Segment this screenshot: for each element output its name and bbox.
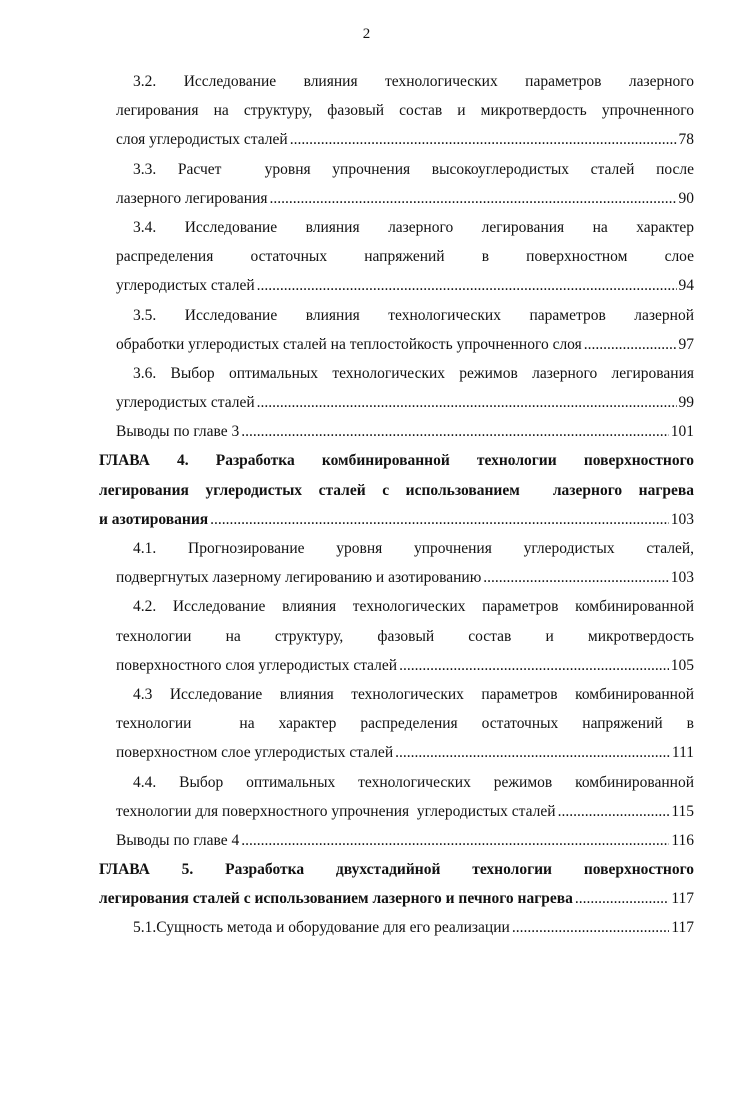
toc-leader-line bbox=[99, 884, 694, 913]
dot-leader bbox=[270, 184, 677, 213]
toc-chapter-4[interactable] bbox=[99, 446, 694, 534]
toc-leader-line bbox=[116, 738, 694, 767]
toc-leader-line bbox=[99, 505, 694, 534]
toc-page-number: 117 bbox=[671, 919, 694, 937]
dot-leader bbox=[395, 738, 670, 767]
toc-leader-line bbox=[116, 797, 694, 826]
dot-leader bbox=[210, 505, 669, 534]
toc-line: 4.1. Прогнозирование уровня упрочнения углеродистых сталей, bbox=[133, 540, 694, 557]
toc-line: 3.2. Исследование влияния технологических параметров лазерного bbox=[133, 73, 694, 90]
toc-entry-3-2[interactable] bbox=[116, 67, 694, 155]
toc-entry-3-3[interactable] bbox=[116, 155, 694, 213]
toc-leader-line bbox=[116, 417, 694, 446]
toc-line: 5.1.Сущность метода и оборудование для его реализации bbox=[133, 919, 510, 937]
toc-entry-4-1[interactable] bbox=[116, 534, 694, 592]
dot-leader bbox=[483, 563, 668, 592]
toc-page-number: 78 bbox=[678, 131, 694, 149]
toc-chapter-5[interactable] bbox=[99, 855, 694, 913]
toc-line: 3.4. Исследование влияния лазерного легирования на характер bbox=[133, 218, 694, 236]
page-number: 2 bbox=[362, 26, 371, 42]
toc-line: легирования сталей с использованием лазерного и печного нагрева bbox=[99, 890, 573, 908]
toc-entry-3-6[interactable] bbox=[116, 359, 694, 417]
toc-line: легирования углеродистых сталей с использованием лазерного нагрева bbox=[99, 481, 694, 499]
dot-leader bbox=[241, 417, 668, 446]
toc-leader-line bbox=[116, 184, 694, 213]
toc-page-number: 117 bbox=[671, 890, 694, 908]
dot-leader bbox=[512, 913, 669, 942]
toc-entry-4-4[interactable] bbox=[116, 768, 694, 826]
dot-leader bbox=[241, 826, 669, 855]
toc-leader-line bbox=[116, 125, 694, 154]
toc-entry-conclusions-4[interactable] bbox=[116, 826, 694, 855]
dot-leader bbox=[399, 651, 669, 680]
toc-page-number: 116 bbox=[671, 831, 694, 849]
toc-leader-line bbox=[116, 388, 694, 417]
toc-line: Выводы по главе 3 bbox=[116, 423, 240, 441]
toc-page-number: 101 bbox=[670, 423, 694, 441]
toc-line: 4.4. Выбор оптимальных технологических режимов комбинированной bbox=[133, 773, 694, 791]
toc-line: поверхностного слоя углеродистых сталей bbox=[116, 656, 398, 674]
dot-leader bbox=[584, 330, 677, 359]
toc-entry-conclusions-3[interactable] bbox=[116, 417, 694, 446]
toc-leader-line bbox=[116, 651, 694, 680]
toc-line: технологии для поверхностного упрочнения углеродистых сталей bbox=[116, 802, 556, 820]
toc-line: ГЛАВА 5. Разработка двухстадийной технологии поверхностного bbox=[99, 861, 694, 879]
toc-line: углеродистых сталей bbox=[116, 277, 255, 295]
toc-line: поверхностном слое углеродистых сталей bbox=[116, 744, 394, 762]
dot-leader bbox=[257, 271, 677, 300]
toc-page-number: 103 bbox=[670, 569, 694, 587]
toc-line: распределения остаточных напряжений в поверхностном слое bbox=[116, 248, 694, 266]
toc-page-number: 111 bbox=[671, 744, 694, 762]
toc-page-number: 115 bbox=[671, 802, 694, 820]
toc-line: 3.3. Расчет уровня упрочнения высокоуглеродистых сталей после bbox=[133, 160, 694, 178]
toc-leader-line bbox=[116, 330, 694, 359]
toc-entry-3-4[interactable] bbox=[116, 213, 694, 301]
toc-page-number: 105 bbox=[670, 656, 694, 674]
toc-line: подвергнутых лазерному легированию и азотированию bbox=[116, 569, 482, 587]
toc-page-number: 103 bbox=[670, 510, 694, 528]
toc-line: 3.6. Выбор оптимальных технологических режимов лазерного легирования bbox=[133, 364, 694, 382]
table-of-contents bbox=[99, 67, 694, 943]
toc-line: ГЛАВА 4. Разработка комбинированной технологии поверхностного bbox=[99, 452, 694, 470]
toc-leader-line bbox=[116, 271, 694, 300]
toc-line: 3.5. Исследование влияния технологических параметров лазерной bbox=[133, 306, 694, 324]
dot-leader bbox=[290, 125, 677, 154]
toc-line: углеродистых сталей bbox=[116, 394, 255, 412]
toc-leader-line bbox=[116, 826, 694, 855]
toc-page-number: 99 bbox=[678, 394, 694, 412]
toc-page-number: 94 bbox=[678, 277, 694, 295]
toc-entry-3-5[interactable] bbox=[116, 301, 694, 359]
toc-line: 4.2. Исследование влияния технологических параметров комбинированной bbox=[133, 598, 694, 616]
toc-leader-line bbox=[116, 913, 694, 942]
toc-line: легирования на структуру, фазовый состав и микротвердость упрочненного bbox=[116, 102, 694, 120]
toc-leader-line bbox=[116, 563, 694, 592]
toc-entry-4-3[interactable] bbox=[116, 680, 694, 768]
dot-leader bbox=[575, 884, 669, 913]
toc-line: обработки углеродистых сталей на теплостойкость упрочненного слоя bbox=[116, 335, 582, 353]
toc-line: Выводы по главе 4 bbox=[116, 831, 240, 849]
toc-entry-4-2[interactable] bbox=[116, 592, 694, 680]
toc-line: технологии на структуру, фазовый состав и микротвердость bbox=[116, 627, 694, 645]
toc-page-number: 97 bbox=[678, 335, 694, 353]
toc-page-number: 90 bbox=[678, 189, 694, 207]
toc-line: лазерного легирования bbox=[116, 189, 268, 207]
dot-leader bbox=[558, 797, 670, 826]
toc-entry-5-1[interactable] bbox=[116, 913, 694, 942]
toc-line: слоя углеродистых сталей bbox=[116, 131, 288, 149]
toc-line: 4.3 Исследование влияния технологических параметров комбинированной bbox=[133, 685, 694, 703]
toc-line: технологии на характер распределения остаточных напряжений в bbox=[116, 715, 694, 733]
toc-line: и азотирования bbox=[99, 510, 209, 528]
dot-leader bbox=[257, 388, 677, 417]
